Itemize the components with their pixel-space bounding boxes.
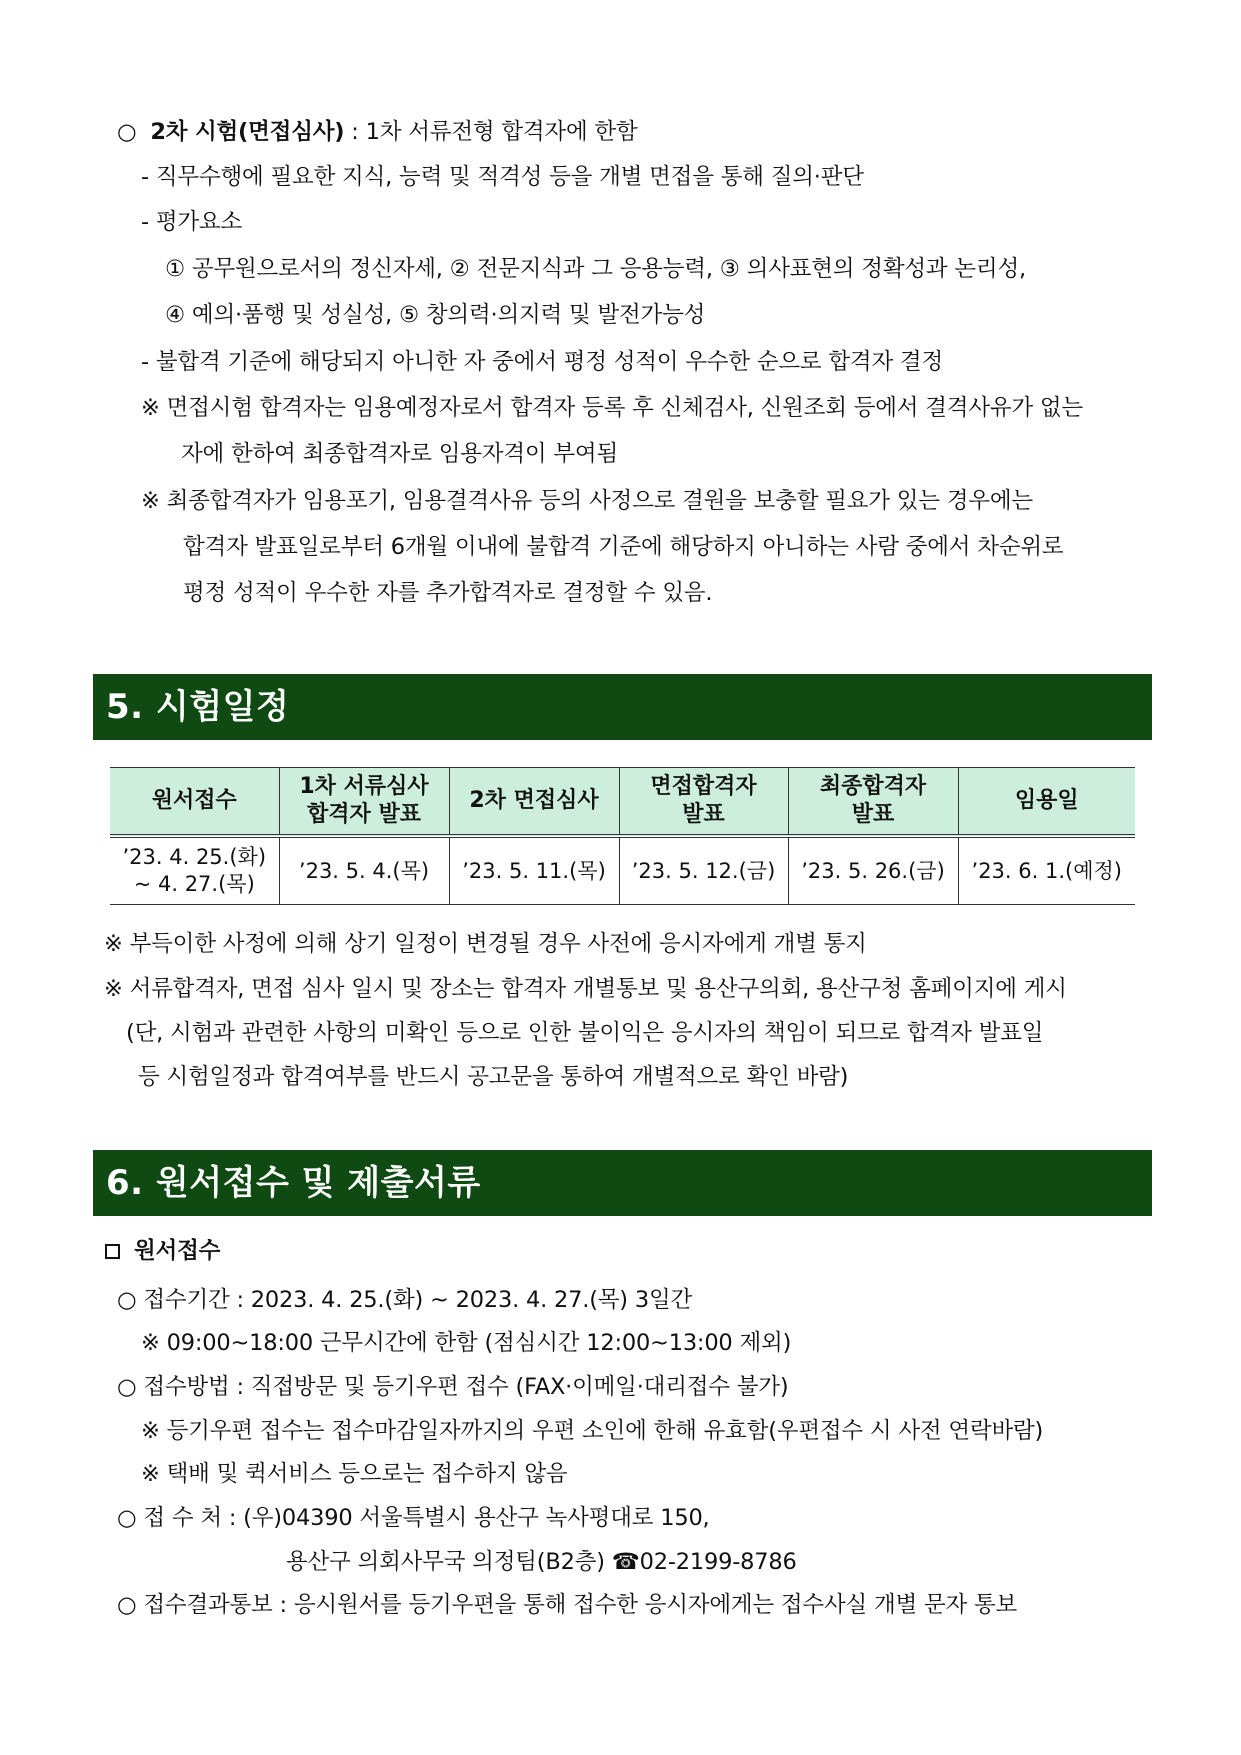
schedule-note-2-cont-2: 등 시험일정과 합격여부를 반드시 공고문을 통하여 개별적으로 확인 바람) <box>138 1064 849 1090</box>
application-mail-note: ※ 등기우편 접수는 접수마감일자까지의 우편 소인에 한해 유효함(우편접수 시 사전 연락바람) <box>141 1418 1044 1444</box>
square-bullet-icon <box>105 1244 120 1259</box>
section-5-title: 5. 시험일정 <box>106 687 290 727</box>
header-final-result: 최종합격자 발표 <box>788 768 958 837</box>
cell-doc-result: ’23. 5. 4.(목) <box>279 836 449 905</box>
cell-interview: ’23. 5. 11.(목) <box>449 836 619 905</box>
interview-line-3: ① 공무원으로서의 정신자세, ② 전문지식과 그 응용능력, ③ 의사표현의 정확성과 논리성, <box>165 256 1026 282</box>
cell-final-result: ’23. 5. 26.(금) <box>788 836 958 905</box>
schedule-header-row <box>110 768 1135 837</box>
cell-interview-result: ’23. 5. 12.(금) <box>619 836 788 905</box>
interview-note-1: ※ 면접시험 합격자는 임용예정자로서 합격자 등록 후 신체검사, 신원조회 등에서 결격사유가 없는 <box>141 395 1083 421</box>
application-courier-note: ※ 택배 및 퀵서비스 등으로는 접수하지 않음 <box>141 1461 568 1487</box>
interview-heading <box>117 117 638 147</box>
interview-line-1: - 직무수행에 필요한 지식, 능력 및 적격성 등을 개별 면접을 통해 질의·판단 <box>141 164 864 190</box>
interview-note-2-cont-1: 합격자 발표일로부터 6개월 이내에 불합격 기준에 해당하지 아니하는 사람 중에서 차순위로 <box>183 534 1064 560</box>
schedule-note-1: ※ 부득이한 사정에 의해 상기 일정이 변경될 경우 사전에 응시자에게 개별 통지 <box>104 931 867 957</box>
schedule-note-2-cont-1: (단, 시험과 관련한 사항의 미확인 등으로 인한 불이익은 응시자의 책임이 되므로 합격자 발표일 <box>126 1020 1044 1046</box>
interview-note-2-cont-2: 평정 성적이 우수한 자를 추가합격자로 결정할 수 있음. <box>183 580 713 606</box>
cell-appointment: ’23. 6. 1.(예정) <box>958 836 1135 905</box>
application-subheading <box>105 1236 220 1266</box>
application-address: ○ 접 수 처 : (우)04390 서울특별시 용산구 녹사평대로 150, <box>117 1505 710 1531</box>
application-result-notice: ○ 접수결과통보 : 응시원서를 등기우편을 통해 접수한 응시자에게는 접수사실 개별 문자 통보 <box>117 1592 1018 1618</box>
circle-bullet: ○ <box>117 119 137 145</box>
application-subheading-label: 원서접수 <box>134 1238 221 1264</box>
section-6-banner <box>93 1150 1152 1216</box>
header-interview: 2차 면접심사 <box>449 768 619 837</box>
cell-application: ’23. 4. 25.(화) ~ 4. 27.(목) <box>110 836 279 905</box>
interview-line-4: ④ 예의·품행 및 성실성, ⑤ 창의력·의지력 및 발전가능성 <box>165 302 706 328</box>
header-appointment: 임용일 <box>958 768 1135 837</box>
header-interview-result: 면접합격자 발표 <box>619 768 788 837</box>
interview-heading-title: 2차 시험(면접심사) <box>150 119 345 145</box>
interview-note-1-cont: 자에 한하여 최종합격자로 임용자격이 부여됨 <box>181 441 618 467</box>
header-application: 원서접수 <box>110 768 279 837</box>
application-address-cont: 용산구 의회사무국 의정팀(B2층) ☎02-2199-8786 <box>286 1549 797 1575</box>
application-method: ○ 접수방법 : 직접방문 및 등기우편 접수 (FAX·이메일·대리접수 불가) <box>117 1374 789 1400</box>
schedule-row <box>110 836 1135 905</box>
application-period: ○ 접수기간 : 2023. 4. 25.(화) ~ 2023. 4. 27.(목) 3일간 <box>117 1287 693 1313</box>
interview-line-2: - 평가요소 <box>141 209 243 235</box>
interview-note-2: ※ 최종합격자가 임용포기, 임용결격사유 등의 사정으로 결원을 보충할 필요가 있는 경우에는 <box>141 488 1033 514</box>
schedule-note-2: ※ 서류합격자, 면접 심사 일시 및 장소는 합격자 개별통보 및 용산구의회, 용산구청 홈페이지에 게시 <box>104 976 1067 1002</box>
application-hours-note: ※ 09:00~18:00 근무시간에 한함 (점심시간 12:00~13:00 제외) <box>141 1330 792 1356</box>
section-5-banner <box>93 674 1152 740</box>
section-6-title: 6. 원서접수 및 제출서류 <box>106 1163 481 1203</box>
interview-heading-desc: : 1차 서류전형 합격자에 한함 <box>344 119 638 145</box>
header-doc-result: 1차 서류심사 합격자 발표 <box>279 768 449 837</box>
interview-line-5: - 불합격 기준에 해당되지 아니한 자 중에서 평정 성적이 우수한 순으로 합격자 결정 <box>141 349 944 375</box>
schedule-table <box>110 767 1135 905</box>
